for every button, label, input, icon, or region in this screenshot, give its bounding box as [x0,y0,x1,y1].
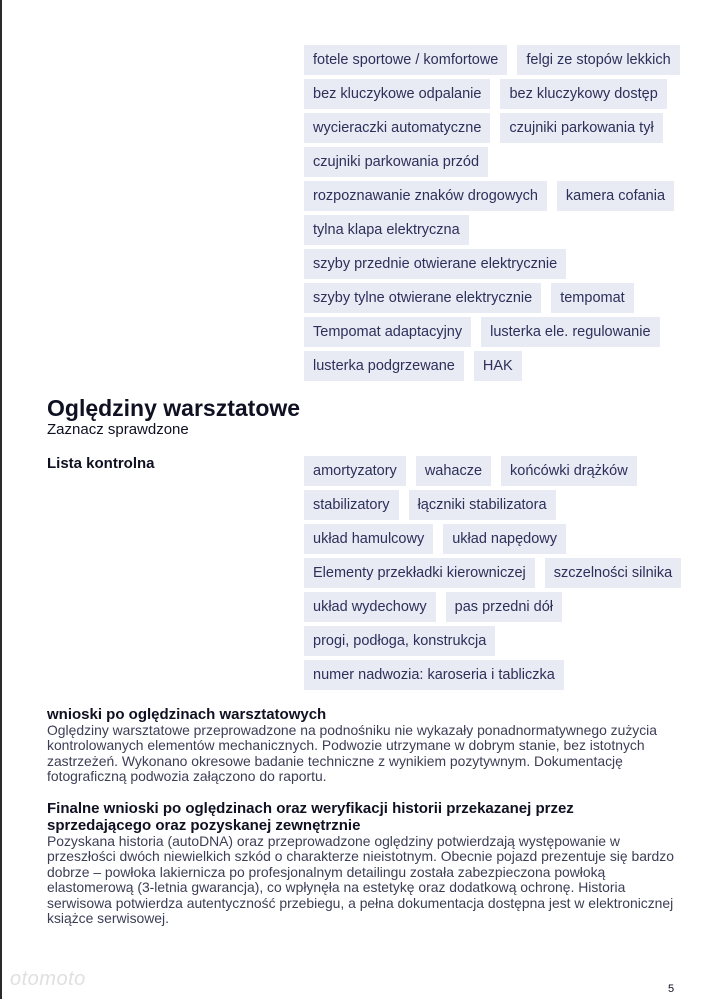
final-conclusions [47,800,677,926]
tag-item: felgi ze stopów lekkich [517,45,679,75]
tag-item: tempomat [551,283,633,313]
tag-item: stabilizatory [304,490,399,520]
tag-item: bez kluczykowe odpalanie [304,79,490,109]
section-title: Oględziny warsztatowe [47,395,301,421]
final-text: Pozyskana historia (autoDNA) oraz przeprowadzone oględziny potwierdzają występowanie w przeszłości dwóch niewielkich szkód o charakterze nieistotnym. Obecnie pojazd prezentuje się bardzo dobrze – powłoka lakiernicza po profesjonalnym detailingu została zabezpieczona powłoką elastomerową (3-letnia gwarancja), co wpłynęła na estetykę oraz dodatkową ochronę. Historia serwisowa potwierdza autentyczność przebiegu, a pełna dokumentacja dostępna jest w elektronicznej książce serwisowej. [47,833,674,927]
tag-item: kamera cofania [557,181,674,211]
tag-item: pas przedni dół [446,592,562,622]
equipment-tag-list [304,45,684,381]
tag-item: Tempomat adaptacyjny [304,317,471,347]
tag-item: amortyzatory [304,456,406,486]
page-number: 5 [668,983,675,995]
watermark-logo: otomoto [10,968,86,990]
tag-item: układ napędowy [443,524,566,554]
tag-item: czujniki parkowania tył [500,113,662,143]
tag-item: szczelności silnika [545,558,681,588]
section-subtitle: Zaznacz sprawdzone [47,421,189,438]
tag-item: układ wydechowy [304,592,436,622]
tag-item: HAK [474,351,522,381]
tag-item: czujniki parkowania przód [304,147,488,177]
tag-item: wycieraczki automatyczne [304,113,490,143]
conclusions-heading: wnioski po oględzinach warsztatowych [47,706,327,723]
tag-item: tylna klapa elektryczna [304,215,469,245]
tag-item: Elementy przekładki kierowniczej [304,558,535,588]
tag-item: końcówki drążków [501,456,637,486]
page-left-border [0,0,2,999]
tag-item: lusterka ele. regulowanie [481,317,659,347]
conclusions-text: Oględziny warsztatowe przeprowadzone na podnośniku nie wykazały ponadnormatywnego zużycia kontrolowanych elementów mechanicznych. Podwozie utrzymane w dobrym stanie, bez istotnych zastrzeżeń. Wykonano okresowe badanie techniczne z wynikiem pozytywnym. Dokumentację fotograficzną podwozia załączono do raportu. [47,722,657,785]
tag-item: szyby przednie otwierane elektrycznie [304,249,566,279]
tag-item: numer nadwozia: karoseria i tabliczka [304,660,564,690]
checklist-label: Lista kontrolna [47,455,155,472]
tag-item: szyby tylne otwierane elektrycznie [304,283,541,313]
inspection-tag-list [304,456,684,690]
tag-item: progi, podłoga, konstrukcja [304,626,495,656]
tag-item: rozpoznawanie znaków drogowych [304,181,547,211]
final-heading: Finalne wnioski po oględzinach oraz weryfikacji historii przekazanej przez sprzedającego oraz pozyskanej zewnętrznie [47,800,574,834]
workshop-conclusions [47,706,677,785]
tag-item: układ hamulcowy [304,524,433,554]
tag-item: fotele sportowe / komfortowe [304,45,507,75]
tag-item: bez kluczykowy dostęp [500,79,666,109]
tag-item: łączniki stabilizatora [409,490,556,520]
tag-item: wahacze [416,456,491,486]
tag-item: lusterka podgrzewane [304,351,464,381]
